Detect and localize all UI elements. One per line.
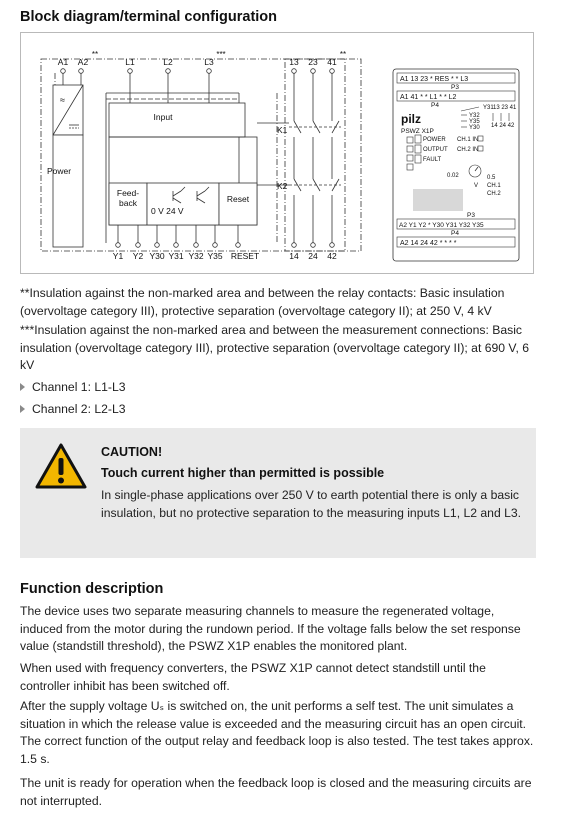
terminal-14: 14 — [289, 251, 299, 261]
dial-ch1: CH.1 — [487, 183, 501, 189]
front-model: PSWZ X1P — [401, 128, 434, 135]
function-paragraph-4: The unit is ready for operation when the feedback loop is closed and the measuring circuits are not interrupted. — [20, 776, 532, 808]
terminal-a1: A1 — [57, 57, 69, 67]
terminal-y35: Y35 — [207, 251, 223, 261]
led-ch1-label: CH.1 IN — [457, 137, 479, 143]
dial-unit: V — [474, 183, 479, 189]
insulation-note-2: ***Insulation against the non-marked area and between the measurement connections: Basic insulation (overvoltage category III), protective separation (overvoltage category II); at 690 V, 6 kV — [20, 323, 529, 373]
terminal-y31: Y31 — [168, 251, 184, 261]
terminal-24: 24 — [308, 251, 318, 261]
ov24-label: 0 V 24 V — [151, 206, 184, 216]
section-title-block-diagram: Block diagram/terminal configuration — [20, 9, 278, 25]
front-row-bottom2: A2 14 24 42 * * * * — [400, 240, 457, 247]
bullet-triangle-icon — [20, 383, 25, 391]
led-power-label: POWER — [423, 137, 446, 143]
terminal-y32: Y32 — [188, 251, 204, 261]
front-pin-142442: 14 24 42 — [491, 123, 515, 129]
mark-r: ** — [339, 50, 347, 59]
front-p4-top: P4 — [431, 102, 439, 109]
caution-title: CAUTION! — [101, 445, 163, 459]
terminal-a2: A2 — [77, 57, 89, 67]
front-pin-132341: 13 23 41 — [493, 105, 517, 111]
caution-body: In single-phase applications over 250 V to earth potential there is only a basic insulation, but no protective separation to the measuring inputs L1, L2 and L3. — [101, 488, 522, 520]
terminal-42: 42 — [327, 251, 337, 261]
mark-a2: ** — [91, 50, 99, 59]
terminal-41: 41 — [327, 57, 337, 67]
front-pin-y32: Y32 — [469, 113, 480, 119]
block-diagram-svg — [21, 33, 535, 275]
caution-subtitle: Touch current higher than permitted is possible — [101, 466, 385, 480]
reset-block-label: Reset — [226, 194, 250, 204]
terminal-y1: Y1 — [112, 251, 124, 261]
block-diagram-figure — [20, 32, 534, 274]
front-pin-y31: Y31 — [483, 105, 494, 111]
function-paragraph-2: When used with frequency converters, the PSWZ X1P cannot detect standstill until the controller inhibit has been switched off. — [20, 661, 486, 693]
insulation-note-1: **Insulation against the non-marked area and between the relay contacts: Basic insulation (overvoltage category III), protective separation (overvoltage category II); at 250 V, 4 kV — [20, 286, 505, 318]
front-p3-top: P3 — [451, 84, 459, 91]
mark-l3: *** — [216, 50, 226, 59]
front-pin-y35: Y35 — [469, 119, 480, 125]
terminal-reset: RESET — [230, 251, 260, 261]
led-output-label: OUTPUT — [423, 147, 448, 153]
function-paragraph-3: After the supply voltage Uₛ is switched on, the unit performs a self test. The unit simulates a situation in which the release value is exceeded and the measuring circuit has an open circuit. The correct function of the output relay and feedback loop is also tested. The test takes approx. 1.5 s. — [20, 699, 534, 766]
terminal-l2: L2 — [163, 57, 173, 67]
power-block-label: Power — [47, 166, 72, 176]
warning-triangle-icon — [34, 442, 88, 490]
terminal-l1: L1 — [125, 57, 135, 67]
channel-1-text: Channel 1: L1-L3 — [32, 380, 126, 394]
led-ch2-label: CH.2 IN — [457, 147, 479, 153]
dial-max: 0.5 — [487, 175, 496, 181]
front-row2: A1 41 * * L1 * * L2 — [400, 94, 457, 101]
channel-2-item — [20, 402, 126, 416]
input-block-label: Input — [153, 112, 173, 122]
dial-ch2: CH.2 — [487, 191, 501, 197]
terminal-l3: L3 — [204, 57, 214, 67]
relay-k2-label: K2 — [277, 181, 288, 191]
dial-min: 0.02 — [447, 173, 459, 179]
brand-logo: pilz — [401, 112, 421, 126]
front-p4-bottom: P4 — [451, 230, 459, 237]
ac-symbol: ≈ — [60, 95, 65, 105]
terminal-13: 13 — [289, 57, 299, 67]
bullet-triangle-icon — [20, 405, 25, 413]
front-row-top: A1 13 23 * RES * * L3 — [400, 76, 469, 83]
feedback-label-1: Feed- — [116, 188, 140, 198]
channel-2-text: Channel 2: L2-L3 — [32, 402, 126, 416]
feedback-label-2: back — [119, 198, 137, 208]
channel-1-item — [20, 380, 126, 394]
terminal-23: 23 — [308, 57, 318, 67]
terminal-y30: Y30 — [149, 251, 165, 261]
device-front-view — [393, 69, 519, 261]
label-area — [413, 189, 463, 211]
terminal-y2: Y2 — [132, 251, 144, 261]
relay-k1-label: K1 — [277, 125, 288, 135]
function-paragraph-1: The device uses two separate measuring channels to measure the regenerated voltage, induced from the motor during the rundown period. If the voltage falls below the set response value (standstill threshold), the PSWZ X1P enables the monitored plant. — [20, 604, 521, 654]
front-row-bottom1: A2 Y1 Y2 * Y30 Y31 Y32 Y35 — [399, 222, 484, 229]
front-p3-bottom: P3 — [467, 212, 475, 219]
led-fault-label: FAULT — [423, 157, 442, 163]
front-pin-y30: Y30 — [469, 125, 480, 131]
caution-box — [20, 428, 536, 558]
section-title-function: Function description — [20, 581, 164, 597]
